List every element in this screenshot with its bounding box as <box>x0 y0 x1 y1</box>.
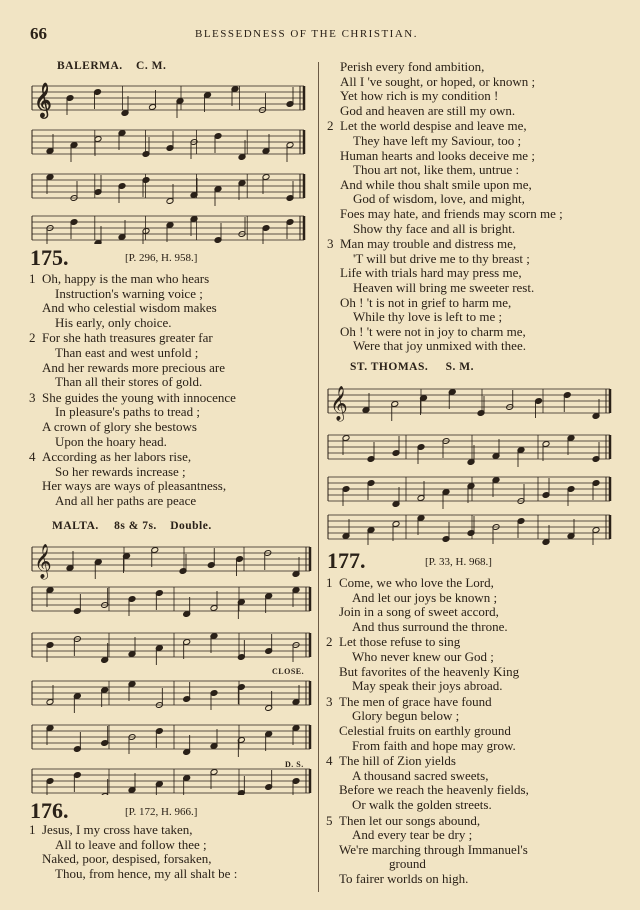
stanza <box>327 237 563 354</box>
line-text: Then let our songs abound, <box>339 812 481 828</box>
staff-system <box>32 174 304 206</box>
staff-system <box>328 515 610 545</box>
verse-number: 2 <box>29 330 36 346</box>
hymn-line <box>327 222 563 237</box>
hymn-176-continued <box>327 60 563 354</box>
verse-number: 2 <box>327 118 334 134</box>
ds-label: D. S. <box>285 760 304 769</box>
hymn-line <box>326 754 529 769</box>
hymn-line <box>29 391 236 406</box>
tune-meter: 8s & 7s. <box>114 520 157 532</box>
staff-system <box>328 386 610 422</box>
hymn-line <box>29 316 236 331</box>
line-text: A thousand sacred sweets, <box>352 767 489 783</box>
hymn-line <box>326 798 529 813</box>
hymn-line <box>327 207 563 222</box>
stanza <box>326 695 529 753</box>
music-score-st-thomas <box>326 375 616 545</box>
tune-meter: S. M. <box>445 361 474 373</box>
treble-clef-icon: 𝄞 <box>34 83 52 118</box>
treble-clef-icon: 𝄞 <box>330 386 348 421</box>
tune-name: BALERMA. <box>57 60 123 72</box>
line-text: Oh ! 't is not in grief to harm me, <box>340 294 512 310</box>
hymn-line <box>327 89 563 104</box>
verse-number: 4 <box>29 449 36 465</box>
hymn-line <box>326 843 529 858</box>
hymn-line <box>326 783 529 798</box>
line-text: God of wisdom, love, and might, <box>353 191 525 207</box>
hymn-line <box>29 479 236 494</box>
hymn-line <box>326 591 529 606</box>
line-text: A crown of glory she bestows <box>42 418 197 434</box>
hymn-line <box>29 465 236 480</box>
hymn-line <box>326 739 529 754</box>
line-text: Her ways are ways of pleasantness, <box>42 478 227 494</box>
hymn-line <box>327 325 563 340</box>
hymn-line <box>327 178 563 193</box>
stanza <box>326 814 529 887</box>
line-text: Or walk the golden streets. <box>352 796 492 812</box>
line-text: Yet how rich is my condition ! <box>340 88 499 104</box>
line-text: Human hearts and looks deceive me ; <box>340 147 535 163</box>
hymn-line <box>29 823 237 838</box>
hymn-line <box>326 709 529 724</box>
tune-title-st-thomas <box>350 361 474 373</box>
column-divider <box>318 62 319 892</box>
tune-name: MALTA. <box>52 520 99 532</box>
hymn-line <box>327 119 563 134</box>
hymn-number: 177. <box>327 548 366 573</box>
line-text: Come, we who love the Lord, <box>339 575 494 590</box>
line-text: Let those refuse to sing <box>339 634 461 650</box>
stanza <box>29 823 237 881</box>
stanza <box>326 635 529 693</box>
stanza <box>326 754 529 812</box>
line-text: Perish every fond ambition, <box>340 59 485 74</box>
hymn-line <box>327 237 563 252</box>
line-text: Before we reach the heavenly fields, <box>339 782 529 798</box>
line-text: Oh ! 't were not in joy to charm me, <box>340 323 526 339</box>
line-text: Who never knew our God ; <box>352 648 494 664</box>
hymn-line <box>327 296 563 311</box>
hymn-line <box>29 375 236 390</box>
stanza <box>29 331 236 389</box>
line-text: And all her paths are peace <box>55 492 197 508</box>
hymn-line <box>326 665 529 680</box>
hymn-177-text <box>326 576 529 886</box>
hymn-line <box>29 361 236 376</box>
hymn-reference: [P. 296, H. 958.] <box>125 252 198 264</box>
hymn-line <box>327 192 563 207</box>
hymn-line <box>326 695 529 710</box>
line-text: In pleasure's paths to tread ; <box>55 404 200 420</box>
tune-form: Double. <box>170 520 212 532</box>
verse-number: 4 <box>326 753 333 769</box>
hymn-line <box>327 310 563 325</box>
staff-system <box>32 681 310 713</box>
staff-system <box>32 587 310 619</box>
line-text: While thy love is left to me ; <box>353 309 503 325</box>
hymn-line <box>29 420 236 435</box>
verse-number: 5 <box>326 812 333 828</box>
stanza <box>29 391 236 449</box>
line-text: His early, only choice. <box>55 314 172 330</box>
line-text: Than east and west unfold ; <box>55 344 199 360</box>
line-text: And who celestial wisdom makes <box>42 300 217 316</box>
line-text: Let the world despise and leave me, <box>340 118 527 134</box>
hymn-line <box>327 252 563 267</box>
hymn-line <box>326 872 529 887</box>
hymn-line <box>29 867 237 882</box>
stanza <box>29 272 236 330</box>
line-text: Thou, from hence, my all shalt be : <box>55 865 238 881</box>
line-text: They have left my Saviour, too ; <box>353 132 522 148</box>
hymn-line <box>29 287 236 302</box>
hymn-line <box>327 163 563 178</box>
line-text: But favorites of the heavenly King <box>339 663 520 679</box>
hymn-line <box>326 814 529 829</box>
hymn-line <box>29 838 237 853</box>
verse-number: 1 <box>29 822 36 837</box>
page-number: 66 <box>30 24 47 43</box>
staff-system <box>32 769 310 795</box>
stanza <box>327 119 563 236</box>
verse-number: 2 <box>326 634 333 650</box>
line-text: And while thou shalt smile upon me, <box>340 176 532 192</box>
staff-system <box>32 633 310 665</box>
hymn-number: 176. <box>30 798 69 823</box>
staff-system <box>32 83 304 119</box>
stanza <box>326 576 529 634</box>
hymn-line <box>327 339 563 354</box>
line-text: Celestial fruits on earthly ground <box>339 722 511 738</box>
stanza <box>29 450 236 508</box>
verse-number: 3 <box>29 389 36 405</box>
line-text: She guides the young with innocence <box>42 389 236 405</box>
line-text: Heaven will bring me sweeter rest. <box>353 279 535 295</box>
tune-name: ST. THOMAS. <box>350 361 429 373</box>
hymn-line <box>326 650 529 665</box>
line-text: Man may trouble and distress me, <box>340 236 517 252</box>
line-text: To fairer worlds on high. <box>339 870 469 886</box>
line-text: Join in a song of sweet accord, <box>339 604 499 620</box>
line-text: Thou art not, like them, untrue : <box>353 162 520 178</box>
hymn-line <box>327 134 563 149</box>
hymn-line <box>29 272 236 287</box>
line-text: May speak their joys abroad. <box>352 678 503 694</box>
verse-number: 1 <box>29 271 36 286</box>
line-text: The hill of Zion yields <box>339 753 456 769</box>
line-text: All to leave and follow thee ; <box>55 836 207 852</box>
verse-number: 1 <box>326 575 333 590</box>
hymn-line <box>29 450 236 465</box>
hymn-line <box>326 679 529 694</box>
staff-system <box>32 725 310 757</box>
hymn-line <box>326 620 529 635</box>
line-text: Upon the hoary head. <box>55 433 167 449</box>
hymn-175-text <box>29 272 236 509</box>
line-text: Life with trials hard may press me, <box>340 265 522 281</box>
line-text: Naked, poor, despised, forsaken, <box>42 851 212 867</box>
close-label: CLOSE. <box>272 667 305 676</box>
line-text: We're marching through Immanuel's <box>339 841 528 857</box>
hymn-line <box>327 60 563 75</box>
hymn-line <box>29 346 236 361</box>
hymn-176-stanza-1a <box>29 823 237 881</box>
line-text: And thus surround the throne. <box>352 618 508 634</box>
hymn-number: 175. <box>30 245 69 270</box>
staff-system <box>32 216 304 244</box>
line-text: ground <box>389 856 426 872</box>
stanza <box>327 60 563 118</box>
line-text: The men of grace have found <box>339 693 492 709</box>
line-text: And every tear be dry ; <box>352 827 473 843</box>
line-text: Foes may hate, and friends may scorn me ; <box>340 205 563 221</box>
line-text: Show thy face and all is bright. <box>353 220 516 236</box>
hymn-line <box>326 724 529 739</box>
running-title: BLESSEDNESS OF THE CHRISTIAN. <box>195 28 418 40</box>
line-text: Instruction's warning voice ; <box>55 285 203 301</box>
hymn-line <box>29 435 236 450</box>
hymn-line <box>326 605 529 620</box>
hymn-line <box>29 331 236 346</box>
line-text: So her rewards increase ; <box>55 463 186 479</box>
hymn-line <box>29 852 237 867</box>
line-text: God and heaven are still my own. <box>340 102 516 118</box>
hymn-line <box>327 266 563 281</box>
music-score-balerma <box>28 74 308 244</box>
treble-clef-icon: 𝄞 <box>34 544 52 579</box>
line-text: Glory begun below ; <box>352 708 460 724</box>
staff-system <box>32 130 304 162</box>
line-text: According as her labors rise, <box>42 449 192 465</box>
hymn-line <box>326 828 529 843</box>
hymn-line <box>326 576 529 591</box>
line-text: 'T will but drive me to thy breast ; <box>353 250 530 266</box>
verse-number: 3 <box>326 693 333 709</box>
tune-title-balerma <box>57 60 166 72</box>
hymn-line <box>327 149 563 164</box>
music-score-malta <box>28 535 313 795</box>
staff-system <box>32 544 310 580</box>
hymn-line <box>326 769 529 784</box>
line-text: Were that joy unmixed with thee. <box>353 338 526 354</box>
staff-system <box>328 435 610 467</box>
line-text: Oh, happy is the man who hears <box>42 271 210 286</box>
line-text: For she hath treasures greater far <box>42 330 213 346</box>
line-text: From faith and hope may grow. <box>352 737 516 753</box>
hymn-line <box>326 635 529 650</box>
line-text: And her rewards more precious are <box>42 359 226 375</box>
staff-system <box>328 477 610 509</box>
hymn-line <box>29 301 236 316</box>
hymn-line <box>327 281 563 296</box>
line-text: Jesus, I my cross have taken, <box>42 822 193 837</box>
hymn-reference: [P. 172, H. 966.] <box>125 806 198 818</box>
verse-number: 3 <box>327 236 334 252</box>
tune-title-malta <box>52 520 212 532</box>
hymn-line <box>29 494 236 509</box>
hymn-line <box>29 405 236 420</box>
line-text: Than all their stores of gold. <box>55 374 203 390</box>
line-text: All I 've sought, or hoped, or known ; <box>340 73 536 89</box>
tune-meter: C. M. <box>136 60 167 72</box>
hymn-line <box>327 104 563 119</box>
hymn-line <box>326 857 529 872</box>
hymn-reference: [P. 33, H. 968.] <box>425 556 492 568</box>
line-text: And let our joys be known ; <box>352 589 498 605</box>
hymn-line <box>327 75 563 90</box>
